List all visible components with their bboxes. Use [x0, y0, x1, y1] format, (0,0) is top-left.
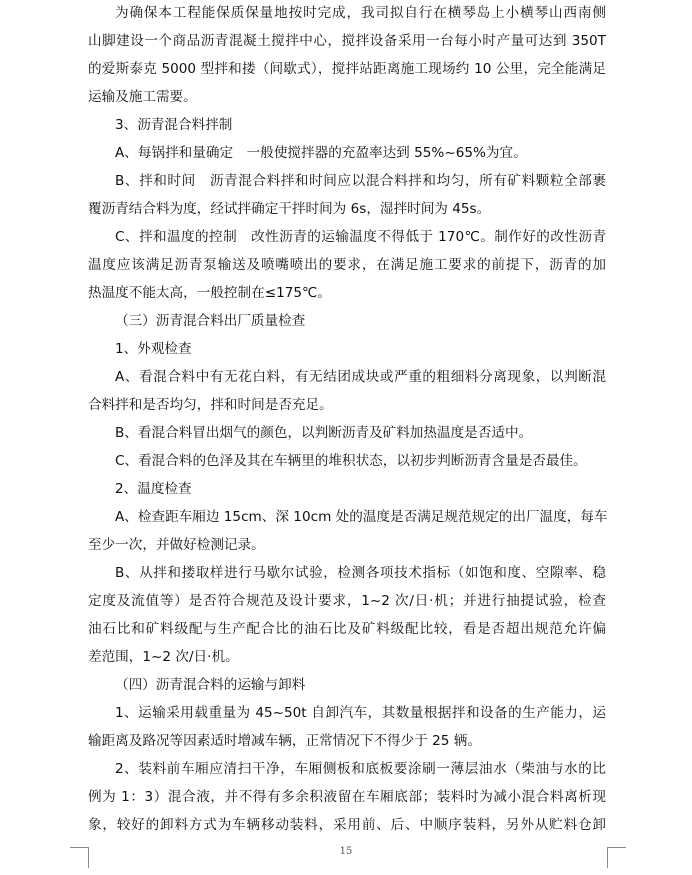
text-line: B、从拌和搂取样进行马歇尔试验，检测各项技术指标（如饱和度、空隙率、稳 [115, 565, 606, 581]
text-line: 覆沥青结合料为度，经试拌确定干拌时间为 6s，湿拌时间为 45s。 [88, 201, 491, 217]
text-line: C、看混合料的色泽及其在车辆里的堆积状态，以初步判断沥青含量是否最佳。 [115, 453, 587, 469]
text-line: 定度及流值等）是否符合规范及设计要求，1~2 次/日·机；并进行抽提试验，检查 [88, 593, 606, 609]
text-line: 的爱斯泰克 5000 型拌和搂（间歇式），搅拌站距离施工现场约 10 公里，完全能满足 [88, 61, 606, 77]
text-line: 3、沥青混合料拌制 [115, 117, 233, 133]
text-line: 2、温度检查 [115, 481, 192, 497]
text-line: 山脚建设一个商品沥青混凝土搅拌中心，搅拌设备采用一台每小时产量可达到 350T [88, 33, 606, 49]
text-line: （四）沥青混合料的运输与卸料 [115, 677, 306, 693]
text-line: 例为 1：3）混合液，并不得有多余积液留在车厢底部；装料时为减小混合料离析现 [88, 789, 606, 805]
text-line: 合料拌和是否均匀，拌和时间是否充足。 [88, 397, 333, 413]
text-line: 2、装料前车厢应清扫干净，车厢侧板和底板要涂刷一薄层油水（柴油与水的比 [115, 761, 606, 777]
text-line: 1、外观检查 [115, 341, 192, 357]
text-line: 输距离及路况等因素适时增减车辆，正常情况下不得少于 25 辆。 [88, 733, 481, 749]
text-line: 为确保本工程能保质保量地按时完成，我司拟自行在横琴岛上小横琴山西南侧 [115, 5, 606, 21]
text-line: （三）沥青混合料出厂质量检查 [115, 313, 306, 329]
text-line: A、看混合料中有无花白料，有无结团成块或严重的粗细料分离现象，以判断混 [115, 369, 606, 385]
text-line: A、检查距车厢边 15cm、深 10cm 处的温度是否满足规范规定的出厂温度，每车 [115, 509, 608, 525]
text-line: 1、运输采用载重量为 45~50t 自卸汽车，其数量根据拌和设备的生产能力，运 [115, 705, 606, 721]
text-line: 象，较好的卸料方式为车辆移动装料，采用前、后、中顺序装料，另外从贮料仓卸 [88, 817, 606, 833]
text-line: 差范围，1~2 次/日·机。 [88, 649, 239, 665]
page-number: 15 [339, 846, 353, 857]
text-line: C、拌和温度的控制 改性沥青的运输温度不得低于 170℃。制作好的改性沥青 [115, 229, 606, 245]
text-line: 温度应该满足沥青泵输送及喷嘴喷出的要求，在满足施工要求的前提下，沥青的加 [88, 257, 606, 273]
text-line: 至少一次，并做好检测记录。 [88, 537, 265, 553]
text-line: B、拌和时间 沥青混合料拌和时间应以混合料拌和均匀，所有矿料颗粒全部裹 [115, 173, 606, 189]
text-line: B、看混合料冒出烟气的颜色，以判断沥青及矿料加热温度是否适中。 [115, 425, 533, 441]
text-line: 运输及施工需要。 [88, 89, 197, 105]
text-line: A、每锅拌和量确定 一般使搅拌器的充盈率达到 55%~65%为宜。 [115, 145, 527, 161]
text-line: 热温度不能太高，一般控制在≤175℃。 [88, 285, 331, 301]
text-line: 油石比和矿料级配与生产配合比的油石比及矿料级配比较，看是否超出规范允许偏 [88, 621, 606, 637]
